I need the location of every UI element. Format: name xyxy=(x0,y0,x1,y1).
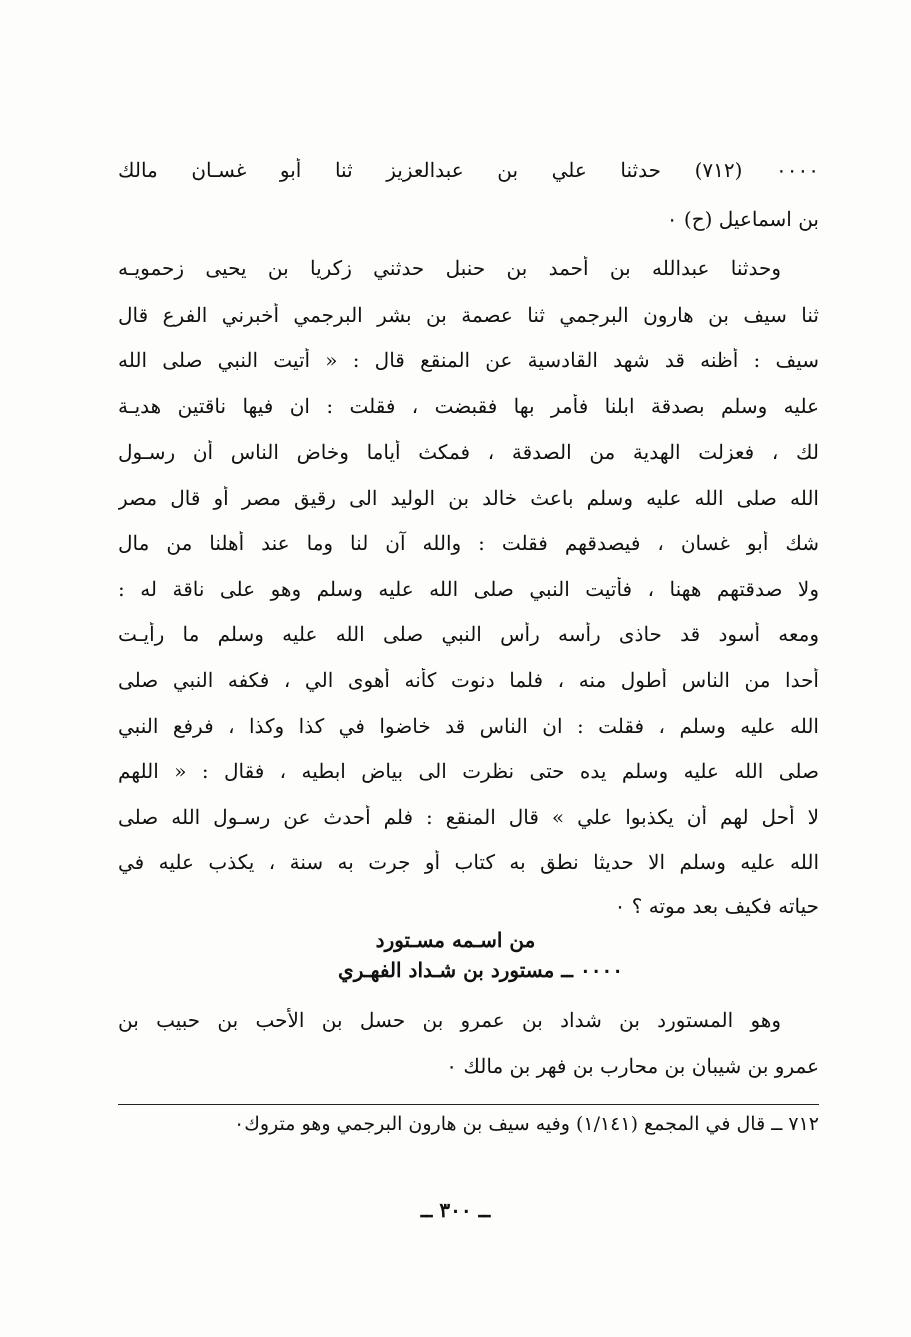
text-line: عمرو بن شيبان بن محارب بن فهر بن مالك ٠ xyxy=(446,1054,819,1078)
page-number: ــ ٣٠٠ ــ xyxy=(420,1198,491,1222)
text-line: لك ، فعزلت الهدية من الصدقة ، فمكث أياما وخاض الناس أن رسـول xyxy=(118,440,819,464)
text-line: الله عليه وسلم ، فقلت : ان الناس قد خاضوا في كذا وكذا ، فرفع النبي xyxy=(118,714,819,738)
text-line: شك أبو غسان ، فيصدقهم فقلت : والله آن لنا وما عند أهلنا من مال xyxy=(118,531,819,555)
text-line: الله عليه وسلم الا حديثا نطق به كتاب أو جرت به سنة ، يكذب عليه في xyxy=(118,850,819,874)
text-line: سيف : أظنه قد شهد القادسية عن المنقع قال : « أتيت النبي صلى الله xyxy=(118,348,819,372)
text-line: الله صلى الله عليه وسلم باعث خالد بن الوليد الى رقيق مصر أو قال مصر xyxy=(118,486,819,510)
text-line: وهو المستورد بن شداد بن عمرو بن حسل بن الأحب بن حبيب بن xyxy=(118,1008,781,1032)
text-line: بن اسماعيل (ح) ٠ xyxy=(666,207,819,231)
footnote: ٧١٢ ــ قال في المجمع (١/١٤١) وفيه سيف بن هارون البرجمي وهو متروك٠ xyxy=(234,1113,819,1135)
text-line: عليه وسلم بصدقة ابلنا فأمر بها فقبضت ، فقلت : ان فيها ناقتين هديـة xyxy=(118,394,819,418)
text-line: ومعه أسود قد حاذى رأسه رأس النبي صلى الله عليه وسلم ما رأيـت xyxy=(118,622,819,646)
footnote-divider xyxy=(118,1104,819,1105)
section-heading: من اسـمه مسـتورد xyxy=(375,928,536,952)
entry-text xyxy=(118,1000,819,1090)
text-line: لا أحل لهم أن يكذبوا علي » قال المنقع : فلم أحدث عن رسـول الله صلى xyxy=(118,805,819,829)
text-line: وحدثنا عبدالله بن أحمد بن حنبل حدثني زكريا بن يحيى زحمويـه xyxy=(118,256,781,280)
text-line: حياته فكيف بعد موته ؟ ٠ xyxy=(614,894,819,918)
text-line: ثنا سيف بن هارون البرجمي ثنا عصمة بن بشر البرجمي أخبرني الفرع قال xyxy=(118,303,819,327)
entry-heading: ٠٠٠٠ ــ مستورد بن شـداد الفهـري xyxy=(338,958,623,982)
text-line: أحدا من الناس أطول منه ، فلما دنوت كأنه أهوى الي ، فكفه النبي صلى xyxy=(118,668,819,692)
text-line: ٠٠٠٠ (٧١٢) حدثنا علي بن عبدالعزيز ثنا أبو غسـان مالك xyxy=(118,158,819,182)
text-line: صلى الله عليه وسلم يده حتى نظرت الى بياض ابطيه ، فقال : « اللهم xyxy=(118,759,819,783)
text-line: ولا صدقتهم ههنا ، فأتيت النبي صلى الله عليه وسلم وهو على ناقة له : xyxy=(118,577,819,601)
main-hadith-text xyxy=(118,150,819,918)
